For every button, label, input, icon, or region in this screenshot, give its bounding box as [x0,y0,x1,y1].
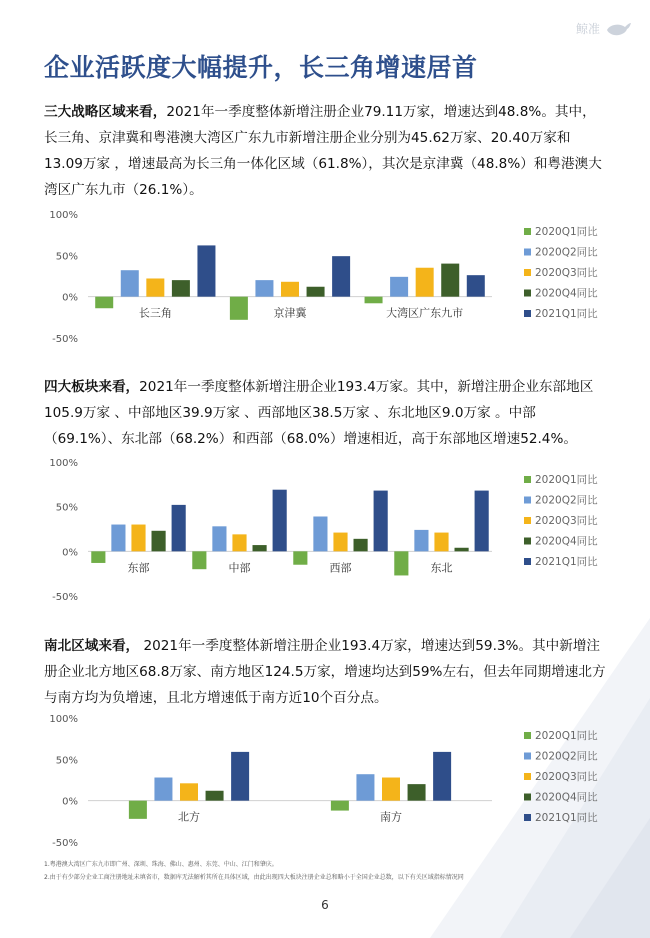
bar [111,525,125,552]
bar [374,491,388,552]
legend-label: 2020Q3同比 [535,771,598,783]
bar [146,278,164,296]
y-tick-label: -50% [52,592,78,603]
section-lead: 南北区域来看， [44,638,140,654]
bar [365,297,383,304]
bar [433,752,451,801]
legend-swatch [524,249,531,256]
bar [253,545,267,551]
legend-label: 2020Q4同比 [535,791,598,804]
x-tick-label: 中部 [228,561,251,575]
bar [416,268,434,297]
bar [172,280,190,297]
bar [332,256,350,297]
bar [231,752,249,801]
bar [390,277,408,297]
bar [414,530,428,551]
bar [356,774,374,800]
x-tick-label: 长三角 [138,306,172,320]
legend-swatch [524,538,531,545]
legend-swatch [524,310,531,317]
x-tick-label: 东北 [430,561,453,575]
bar [230,297,248,320]
bar [95,297,113,309]
bar [394,551,408,575]
legend-label: 2020Q2同比 [535,750,598,763]
legend-label: 2020Q1同比 [535,730,598,742]
x-tick-label: 西部 [329,561,352,575]
legend-label: 2020Q1同比 [535,226,598,238]
bar [441,264,459,297]
section-lead: 三大战略区域来看， [44,104,167,120]
section-paragraph [44,99,609,203]
y-tick-label: 50% [55,251,78,263]
bar [475,491,489,552]
x-tick-label: 大湾区广东九市 [386,306,464,320]
legend-swatch [524,732,531,739]
bar [152,531,166,552]
x-tick-label: 南方 [380,810,402,824]
y-tick-label: 0% [62,796,78,808]
legend-label: 2020Q3同比 [535,515,598,527]
bar [281,282,299,297]
y-tick-label: 100% [49,714,78,725]
bar [434,533,448,552]
legend-swatch [524,290,531,297]
bar [206,791,224,801]
legend-swatch [524,497,531,504]
section-text: 2021年一季度整体新增注册企业193.4万家，增速达到59.3%。其中新增注册企业北方地区68.8万家、南方地区124.5万家，增速均达到59%左右，但去年同期增速北方与南方均为负增速，且北方增速低于南方近10个百分点。 [44,638,606,706]
legend-label: 2020Q2同比 [535,246,598,259]
page-title: 企业活跃度大幅提升，长三角增速居首 [44,53,478,82]
bar [131,525,145,552]
bar [180,783,198,800]
section-text: 2021年一季度整体新增注册企业193.4万家。其中，新增注册企业东部地区105.9万家 、中部地区39.9万家 、西部地区38.5万家 、东北地区9.0万家 。中部（69.1%）、东北部（68.2%）和西部（68.0%）增速相近，高于东部地区增速52.4%。 [44,379,594,447]
bar [121,270,139,296]
x-tick-label: 东部 [127,561,150,575]
bar [232,534,246,551]
bar [313,516,327,551]
bar [273,490,287,552]
legend-label: 2020Q4同比 [535,535,598,548]
bar [129,801,147,819]
brand-logo [576,20,632,37]
bar [154,778,172,801]
bar [172,505,186,551]
section-text: 2021年一季度整体新增注册企业79.11万家，增速达到48.8%。其中，长三角、京津冀和粤港澳大湾区广东九市新增注册企业分别为45.62万家、20.40万家和13.09万家 ，增速最高为长三角一体化区域（61.8%），其次是京津冀（48.8%）和粤港澳大湾区广东九市（26.1%）。 [44,104,602,198]
legend-label: 2021Q1同比 [535,308,598,320]
y-tick-label: 100% [49,458,78,469]
legend-swatch [524,228,531,235]
bar [333,533,347,552]
legend-swatch [524,814,531,821]
bar [455,548,469,552]
section-lead: 四大板块来看， [44,379,140,395]
bar [408,784,426,801]
bar [467,275,485,296]
y-tick-label: -50% [52,334,78,345]
y-tick-label: 50% [55,502,78,514]
legend-swatch [524,269,531,276]
legend-label: 2020Q3同比 [535,267,598,279]
footnote: 1.粤港澳大湾区广东九市即广州、深圳、珠海、佛山、惠州、东莞、中山、江门和肇庆。 [44,861,278,868]
legend-swatch [524,517,531,524]
whale-icon [606,21,632,37]
legend-swatch [524,773,531,780]
legend-swatch [524,753,531,760]
y-tick-label: 50% [55,755,78,767]
brand-name: 鲸准 [575,22,600,36]
footnotes [44,858,604,884]
bar [382,778,400,801]
y-tick-label: 0% [62,292,78,304]
legend-label: 2020Q1同比 [535,474,598,486]
legend-swatch [524,794,531,801]
x-tick-label: 京津冀 [273,306,307,320]
bar [354,539,368,552]
bar [255,280,273,297]
bar [192,551,206,569]
bar [331,801,349,811]
legend-label: 2020Q4同比 [535,287,598,300]
x-tick-label: 北方 [178,810,200,824]
legend-label: 2020Q2同比 [535,494,598,507]
legend-swatch [524,476,531,483]
section-paragraph [44,633,609,711]
footnote: 2.由于有少部分企业工商注册地址未填省市，数据库无法解析其所在具体区域，由此出现四大板块注册企业总和略小于全国企业总数，以下有关区域指标情况同 [44,874,464,881]
bar-chart-four-regions [40,456,610,603]
legend-swatch [524,558,531,565]
section-paragraph [44,374,609,452]
legend-label: 2021Q1同比 [535,556,598,568]
y-tick-label: 0% [62,547,78,559]
bar-chart-north-south [40,712,610,852]
bar-chart-strategic-regions [40,208,610,348]
bar [307,287,325,297]
bar [212,526,226,551]
bar [91,551,105,563]
y-tick-label: -50% [52,838,78,849]
bar [293,551,307,564]
y-tick-label: 100% [49,210,78,221]
page-number: 6 [321,898,329,912]
bar [197,245,215,296]
legend-label: 2021Q1同比 [535,812,598,824]
